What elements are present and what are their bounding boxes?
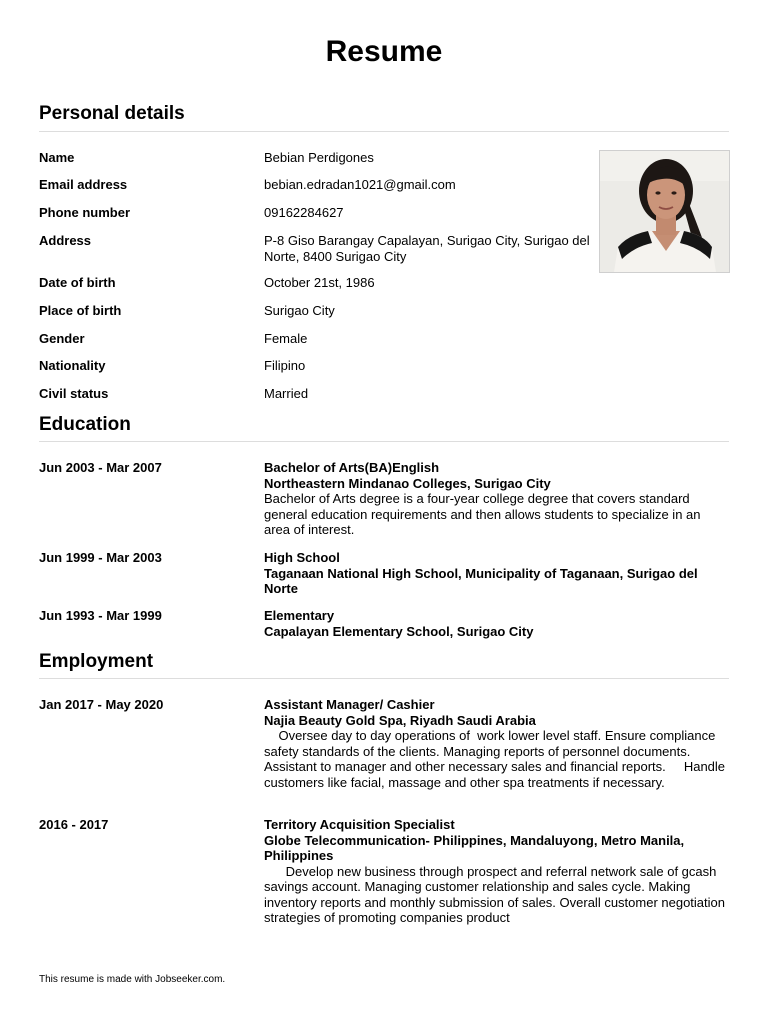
field-value: 09162284627 [264, 205, 344, 220]
field-value: Filipino [264, 358, 306, 373]
field-label: Place of birth [39, 303, 122, 318]
field-label: Nationality [39, 358, 106, 373]
field-label: Address [39, 233, 92, 248]
entry-organization: Northeastern Mindanao Colleges, Surigao City [264, 475, 551, 491]
entry-dates: Jun 1993 - Mar 1999 [39, 608, 162, 623]
section-divider [39, 131, 729, 132]
entry-description: Oversee day to day operations of work lower level staff. Ensure compliance safety standards of the clients. Managing reports of personnel documents. Assistant to manager and other necessary sales and financial reports. Handle customers like facial, massage and other spa treatments if necessary. [264, 728, 729, 790]
entry-dates: Jun 1999 - Mar 2003 [39, 550, 162, 565]
field-value: Married [264, 386, 309, 401]
field-value: Female [264, 331, 308, 346]
entry-title: High School [264, 550, 340, 565]
field-label: Email address [39, 177, 128, 192]
profile-photo [599, 150, 730, 273]
entry-title: Assistant Manager/ Cashier [264, 697, 435, 712]
entry-title: Territory Acquisition Specialist [264, 817, 455, 832]
section-divider [39, 678, 729, 679]
field-value: Bebian Perdigones [264, 150, 374, 165]
employment-heading: Employment [39, 651, 154, 672]
entry-dates: 2016 - 2017 [39, 817, 109, 832]
field-label: Date of birth [39, 275, 116, 290]
entry-description: Bachelor of Arts degree is a four-year college degree that covers standard general education requirements and then allows students to specialize in an area of interest. [264, 491, 705, 537]
field-label: Name [39, 150, 75, 165]
entry-dates: Jan 2017 - May 2020 [39, 697, 164, 712]
entry-organization: Najia Beauty Gold Spa, Riyadh Saudi Arabia [264, 712, 536, 728]
page-title: Resume [325, 35, 443, 68]
field-value: October 21st, 1986 [264, 275, 375, 290]
field-label: Phone number [39, 205, 131, 220]
footer-note: This resume is made with Jobseeker.com. [39, 974, 226, 985]
field-label: Gender [39, 331, 85, 346]
field-value: bebian.edradan1021@gmail.com [264, 177, 456, 192]
entry-organization: Globe Telecommunication- Philippines, Mandaluyong, Metro Manila, Philippines [264, 832, 685, 863]
entry-dates: Jun 2003 - Mar 2007 [39, 460, 162, 475]
entry-title: Elementary [264, 608, 335, 623]
entry-organization: Taganaan National High School, Municipality of Taganaan, Surigao del Norte [264, 565, 698, 596]
field-label: Civil status [39, 386, 109, 401]
entry-organization: Capalayan Elementary School, Surigao City [264, 623, 534, 639]
field-value: P-8 Giso Barangay Capalayan, Surigao City, Surigao del Norte, 8400 Surigao City [264, 233, 590, 264]
education-heading: Education [39, 414, 131, 435]
personal-details-heading: Personal details [39, 103, 185, 124]
entry-description: Develop new business through prospect and referral network sale of gcash savings account. Managing customer relationship and sales cycle. Making inventory reports and monthly submission of sales. Overall customer negotiation strategies of promoting companies product [264, 863, 729, 925]
field-value: Surigao City [264, 303, 335, 318]
section-divider [39, 441, 729, 442]
entry-title: Bachelor of Arts(BA)English [264, 460, 440, 475]
